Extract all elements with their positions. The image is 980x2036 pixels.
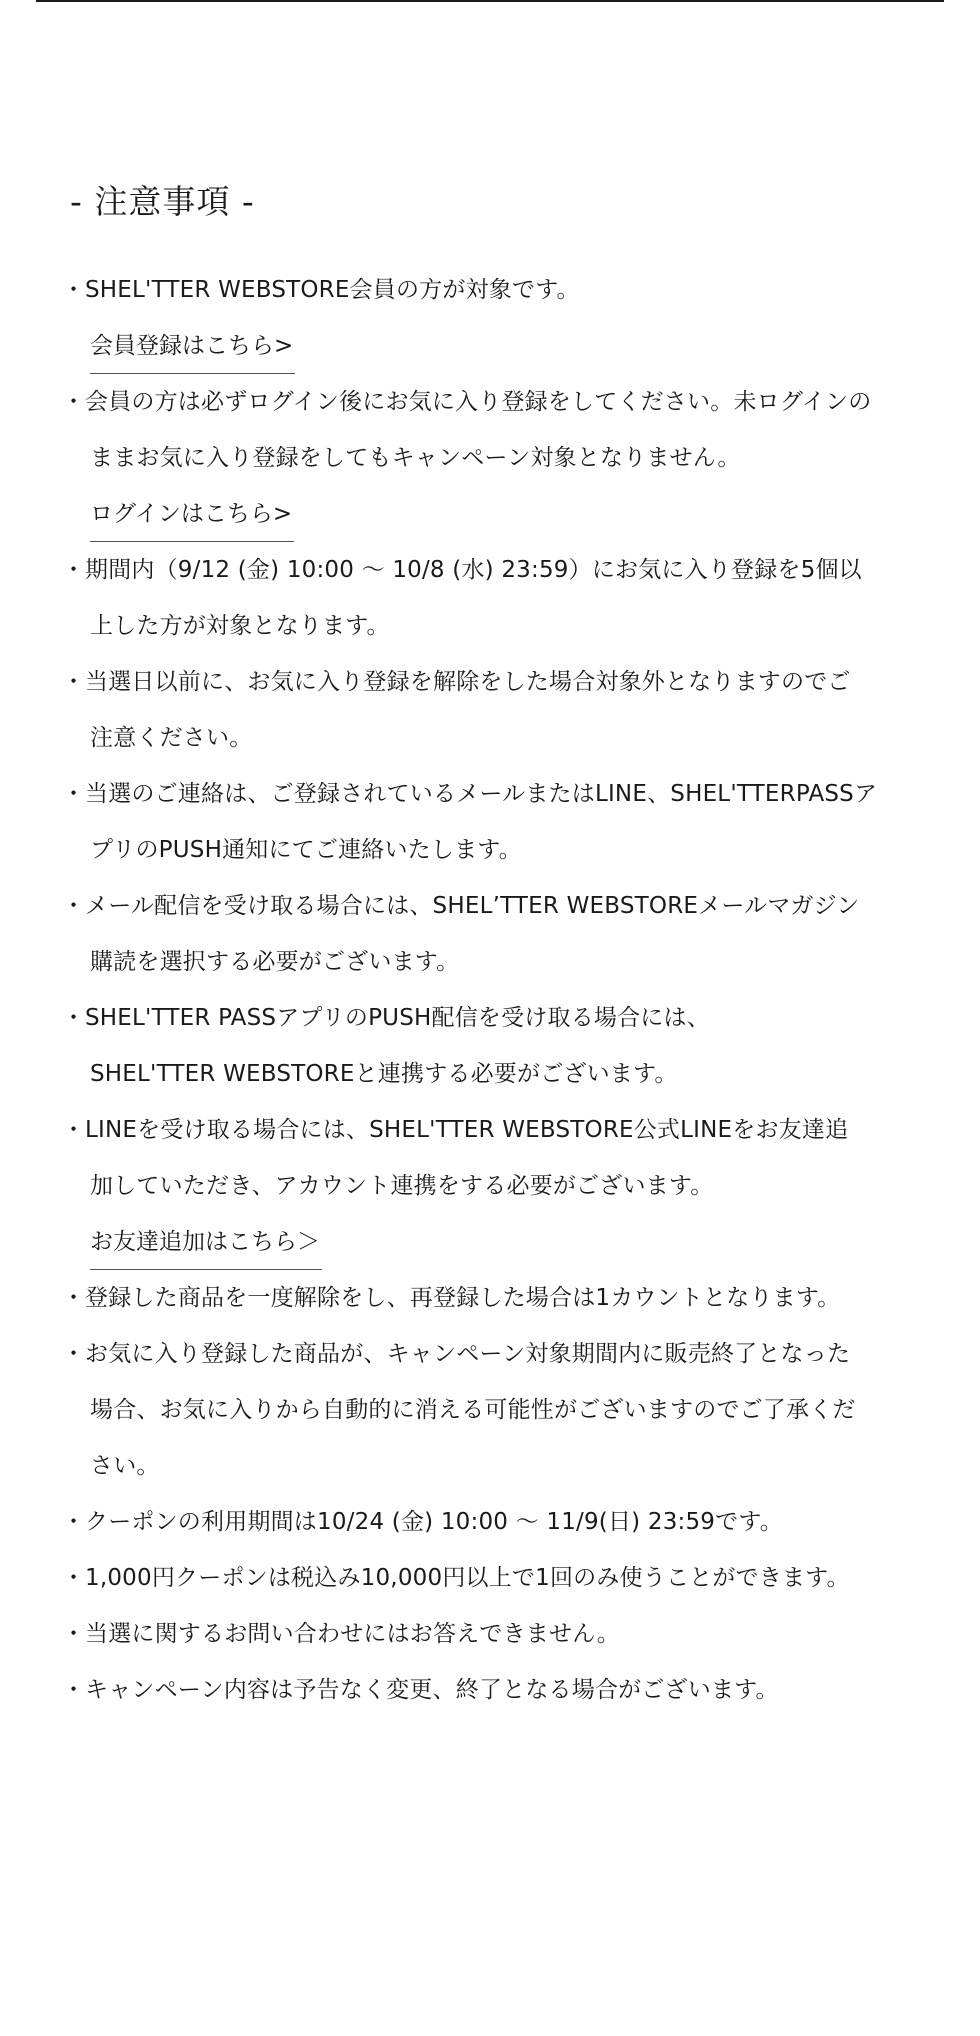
note-text-content: 当選のご連絡は、ご登録されているメールまたはLINE、SHEL'TTERPASSア [85, 781, 878, 807]
list-item [60, 1326, 940, 1494]
list-item [60, 374, 940, 542]
note-text-content: プリのPUSH通知にてご連絡いたします。 [90, 837, 522, 863]
list-item [60, 1102, 940, 1270]
note-text-content: お気に入り登録した商品が、キャンペーン対象期間内に販売終了となった [85, 1341, 851, 1367]
list-item [60, 1494, 940, 1550]
note-text-content: クーポンの利用期間は10/24 (金) 10:00 〜 11/9(日) 23:59です。 [85, 1509, 783, 1535]
list-item [60, 878, 940, 990]
note-text-continued [60, 1382, 940, 1438]
bullet-icon: ・ [62, 1117, 86, 1143]
list-item [60, 1606, 940, 1662]
top-divider [36, 0, 944, 2]
note-text [60, 990, 940, 1046]
note-text-content: 上した方が対象となります。 [90, 613, 390, 639]
link-row [60, 486, 940, 542]
note-text-continued [60, 822, 940, 878]
list-item [60, 654, 940, 766]
note-text-content: さい。 [90, 1453, 160, 1479]
note-text-content: キャンペーン内容は予告なく変更、終了となる場合がございます。 [85, 1677, 779, 1703]
note-text-content: 登録した商品を一度解除をし、再登録した場合は1カウントとなります。 [85, 1285, 841, 1311]
note-link[interactable]: ログインはこちら> [90, 486, 294, 542]
note-text-continued [60, 1438, 940, 1494]
list-item [60, 990, 940, 1102]
note-text-continued [60, 1158, 940, 1214]
bullet-icon: ・ [62, 277, 86, 303]
list-item [60, 766, 940, 878]
note-text-content: 場合、お気に入りから自動的に消える可能性がございますのでご了承くだ [90, 1397, 856, 1423]
note-text-content: 購読を選択する必要がございます。 [90, 949, 460, 975]
note-text [60, 1270, 940, 1326]
note-text [60, 1662, 940, 1718]
note-text-content: SHEL'TTER WEBSTOREと連携する必要がございます。 [90, 1061, 678, 1087]
list-item [60, 1550, 940, 1606]
note-text-content: 1,000円クーポンは税込み10,000円以上で1回のみ使うことができます。 [85, 1565, 850, 1591]
bullet-icon: ・ [62, 1285, 86, 1311]
note-text-content: ままお気に入り登録をしてもキャンペーン対象となりません。 [90, 445, 741, 471]
note-text [60, 262, 940, 318]
note-text [60, 1550, 940, 1606]
note-text-continued [60, 1046, 940, 1102]
bullet-icon: ・ [62, 893, 86, 919]
note-text-content: 会員の方は必ずログイン後にお気に入り登録をしてください。未ログインの [85, 389, 872, 415]
note-text-content: 当選に関するお問い合わせにはお答えできません。 [85, 1621, 620, 1647]
note-text [60, 1102, 940, 1158]
note-link[interactable]: 会員登録はこちら> [90, 318, 295, 374]
list-item [60, 1662, 940, 1718]
note-text [60, 374, 940, 430]
link-row [60, 1214, 940, 1270]
note-text-content: 期間内（9/12 (金) 10:00 〜 10/8 (水) 23:59）にお気に入り登録を5個以 [85, 557, 862, 583]
bullet-icon: ・ [62, 1677, 86, 1703]
list-item [60, 262, 940, 374]
bullet-icon: ・ [62, 1509, 86, 1535]
note-text-continued [60, 710, 940, 766]
note-link[interactable]: お友達追加はこちら＞ [90, 1214, 322, 1270]
note-text-continued [60, 934, 940, 990]
note-text [60, 766, 940, 822]
note-text [60, 654, 940, 710]
note-text-content: 当選日以前に、お気に入り登録を解除をした場合対象外となりますのでご [85, 669, 851, 695]
bullet-icon: ・ [62, 1341, 86, 1367]
bullet-icon: ・ [62, 1621, 86, 1647]
bullet-icon: ・ [62, 389, 86, 415]
note-text [60, 1494, 940, 1550]
bullet-icon: ・ [62, 1005, 86, 1031]
link-row [60, 318, 940, 374]
note-text-content: メール配信を受け取る場合には、SHEL’TTER WEBSTOREメールマガジン [85, 893, 860, 919]
list-item [60, 542, 940, 654]
bullet-icon: ・ [62, 1565, 86, 1591]
note-text [60, 1606, 940, 1662]
bullet-icon: ・ [62, 781, 86, 807]
bullet-icon: ・ [62, 669, 86, 695]
page-title: - 注意事項 - [70, 182, 255, 221]
note-text [60, 878, 940, 934]
list-item [60, 1270, 940, 1326]
note-text-continued [60, 430, 940, 486]
note-text [60, 542, 940, 598]
bullet-icon: ・ [62, 557, 86, 583]
note-text [60, 1326, 940, 1382]
note-text-content: SHEL'TTER WEBSTORE会員の方が対象です。 [85, 277, 580, 303]
notes-list [60, 262, 940, 1718]
note-text-continued [60, 598, 940, 654]
note-text-content: 加していただき、アカウント連携をする必要がございます。 [90, 1173, 714, 1199]
note-text-content: SHEL'TTER PASSアプリのPUSH配信を受け取る場合には、 [85, 1005, 710, 1031]
note-text-content: LINEを受け取る場合には、SHEL'TTER WEBSTORE公式LINEをお友達追 [85, 1117, 849, 1143]
note-text-content: 注意ください。 [90, 725, 253, 751]
